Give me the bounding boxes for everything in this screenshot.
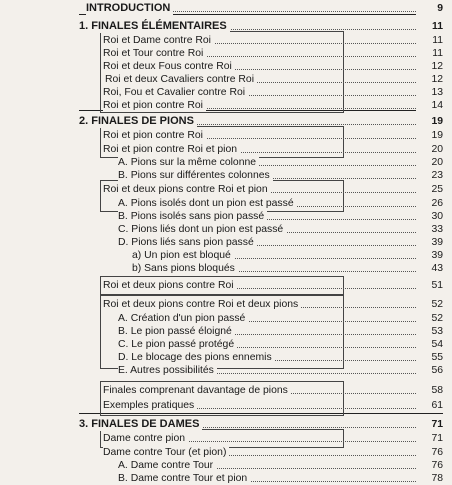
toc-entry-page-number: 61 bbox=[416, 399, 443, 412]
toc-entry-page-number: 20 bbox=[416, 156, 443, 169]
toc-entry-page-number: 11 bbox=[416, 47, 443, 60]
toc-entry-label: C. Pions liés dont un pion est passé bbox=[118, 223, 286, 236]
toc-entry-page-number: 11 bbox=[416, 20, 443, 33]
toc-entry bbox=[0, 472, 452, 485]
toc-entry-page-number: 30 bbox=[416, 210, 443, 223]
toc-entry-label: B. Pions isolés sans pion passé bbox=[118, 210, 267, 223]
toc-entry bbox=[0, 156, 452, 169]
toc-entry-page-number: 12 bbox=[416, 73, 443, 86]
toc-entry-label: Roi et deux Cavaliers contre Roi bbox=[105, 73, 257, 86]
toc-entry-label: A. Création d'un pion passé bbox=[118, 312, 248, 325]
toc-entry-label: 2. FINALES DE PIONS bbox=[79, 115, 197, 128]
toc-entry-label: C. Le pion passé protégé bbox=[118, 338, 237, 351]
toc-entry-label: A. Dame contre Tour bbox=[118, 459, 216, 472]
toc-entry-page-number: 58 bbox=[416, 384, 443, 397]
toc-entry-label: E. Autres possibilités bbox=[118, 364, 217, 377]
toc-entry-label: INTRODUCTION bbox=[86, 2, 173, 15]
toc-entry-label: Exemples pratiques bbox=[103, 399, 197, 412]
toc-entry-label: Roi et Tour contre Roi bbox=[103, 47, 206, 60]
toc-entry-label: Roi et deux pions contre Roi et deux pions bbox=[103, 298, 301, 311]
toc-entry-page-number: 23 bbox=[416, 169, 443, 182]
toc-entry-page-number: 33 bbox=[416, 223, 443, 236]
toc-entry bbox=[0, 446, 452, 459]
toc-entry-label: D. Pions liés sans pion passé bbox=[118, 236, 257, 249]
toc-entry-label: Roi et deux pions contre Roi bbox=[103, 279, 237, 292]
toc-entry-page-number: 76 bbox=[416, 459, 443, 472]
toc-entry-label: D. Le blocage des pions ennemis bbox=[118, 351, 275, 364]
toc-entry bbox=[0, 86, 452, 99]
toc-entry bbox=[0, 20, 452, 33]
toc-entry-page-number: 71 bbox=[416, 418, 443, 431]
toc-entry-page-number: 78 bbox=[416, 472, 443, 485]
toc-entry-page-number: 76 bbox=[416, 446, 443, 459]
toc-entry-page-number: 52 bbox=[416, 298, 443, 311]
toc-entry bbox=[0, 279, 452, 292]
toc-entry-page-number: 26 bbox=[416, 197, 443, 210]
toc-entry bbox=[0, 60, 452, 73]
toc-entry bbox=[0, 351, 452, 364]
toc-entry bbox=[0, 298, 452, 311]
toc-entry bbox=[0, 459, 452, 472]
toc-entry-label: Roi et deux pions contre Roi et pion bbox=[103, 183, 271, 196]
toc-entry-page-number: 9 bbox=[416, 2, 443, 15]
toc-entry-label: 3. FINALES DE DAMES bbox=[79, 418, 202, 431]
toc-entry-label: Dame contre Tour (et pion) bbox=[103, 446, 229, 459]
toc-entry bbox=[0, 197, 452, 210]
toc-entry-page-number: 39 bbox=[416, 236, 443, 249]
toc-entry-label: Roi et pion contre Roi bbox=[103, 129, 206, 142]
toc-entry-label: b) Sans pions bloqués bbox=[132, 262, 238, 275]
toc-entry bbox=[0, 210, 452, 223]
toc-entry-page-number: 56 bbox=[416, 364, 443, 377]
toc-entry bbox=[0, 384, 452, 397]
toc-entry-label: Dame contre pion bbox=[103, 432, 188, 445]
toc-entry-label: Roi et pion contre Roi bbox=[103, 99, 206, 112]
toc-entry-page-number: 55 bbox=[416, 351, 443, 364]
toc-entry bbox=[0, 73, 452, 86]
toc-entry-label: B. Le pion passé éloigné bbox=[118, 325, 235, 338]
toc-entry-page-number: 53 bbox=[416, 325, 443, 338]
toc-entry-label: A. Pions sur la même colonne bbox=[118, 156, 259, 169]
toc-entry bbox=[0, 183, 452, 196]
toc-entry-label: A. Pions isolés dont un pion est passé bbox=[118, 197, 297, 210]
toc-entry-page-number: 71 bbox=[416, 432, 443, 445]
toc-entry bbox=[0, 169, 452, 182]
toc-entry-page-number: 14 bbox=[416, 99, 443, 112]
toc-entry bbox=[0, 325, 452, 338]
toc-entry-label: 1. FINALES ÉLÉMENTAIRES bbox=[79, 20, 230, 33]
toc-entry-page-number: 20 bbox=[416, 143, 443, 156]
toc-entry-page-number: 43 bbox=[416, 262, 443, 275]
toc-entry bbox=[0, 143, 452, 156]
toc-entry bbox=[0, 236, 452, 249]
toc-entry-label: Roi et Dame contre Roi bbox=[103, 34, 214, 47]
toc-entry-page-number: 11 bbox=[416, 34, 443, 47]
toc-entry bbox=[0, 262, 452, 275]
toc-entry-label: Finales comprenant davantage de pions bbox=[103, 384, 291, 397]
toc-entry-page-number: 25 bbox=[416, 183, 443, 196]
toc-entry bbox=[0, 312, 452, 325]
toc-entry-page-number: 19 bbox=[416, 129, 443, 142]
toc-entry-page-number: 54 bbox=[416, 338, 443, 351]
toc-entry-page-number: 12 bbox=[416, 60, 443, 73]
toc-entry-label: B. Pions sur différentes colonnes bbox=[118, 169, 273, 182]
toc-entry bbox=[0, 338, 452, 351]
toc-entry-label: Roi et deux Fous contre Roi bbox=[103, 60, 235, 73]
toc-entry bbox=[0, 249, 452, 262]
toc-entry-label: a) Un pion est bloqué bbox=[132, 249, 234, 262]
toc-entry-page-number: 39 bbox=[416, 249, 443, 262]
toc-entry-label: Roi et pion contre Roi et pion bbox=[103, 143, 240, 156]
toc-entry-page-number: 51 bbox=[416, 279, 443, 292]
toc-entry-label: Roi, Fou et Cavalier contre Roi bbox=[103, 86, 248, 99]
toc-entry bbox=[0, 223, 452, 236]
toc-entry-label: B. Dame contre Tour et pion bbox=[118, 472, 250, 485]
toc-entry-page-number: 52 bbox=[416, 312, 443, 325]
toc-entry-page-number: 13 bbox=[416, 86, 443, 99]
toc-entry-page-number: 19 bbox=[416, 115, 443, 128]
